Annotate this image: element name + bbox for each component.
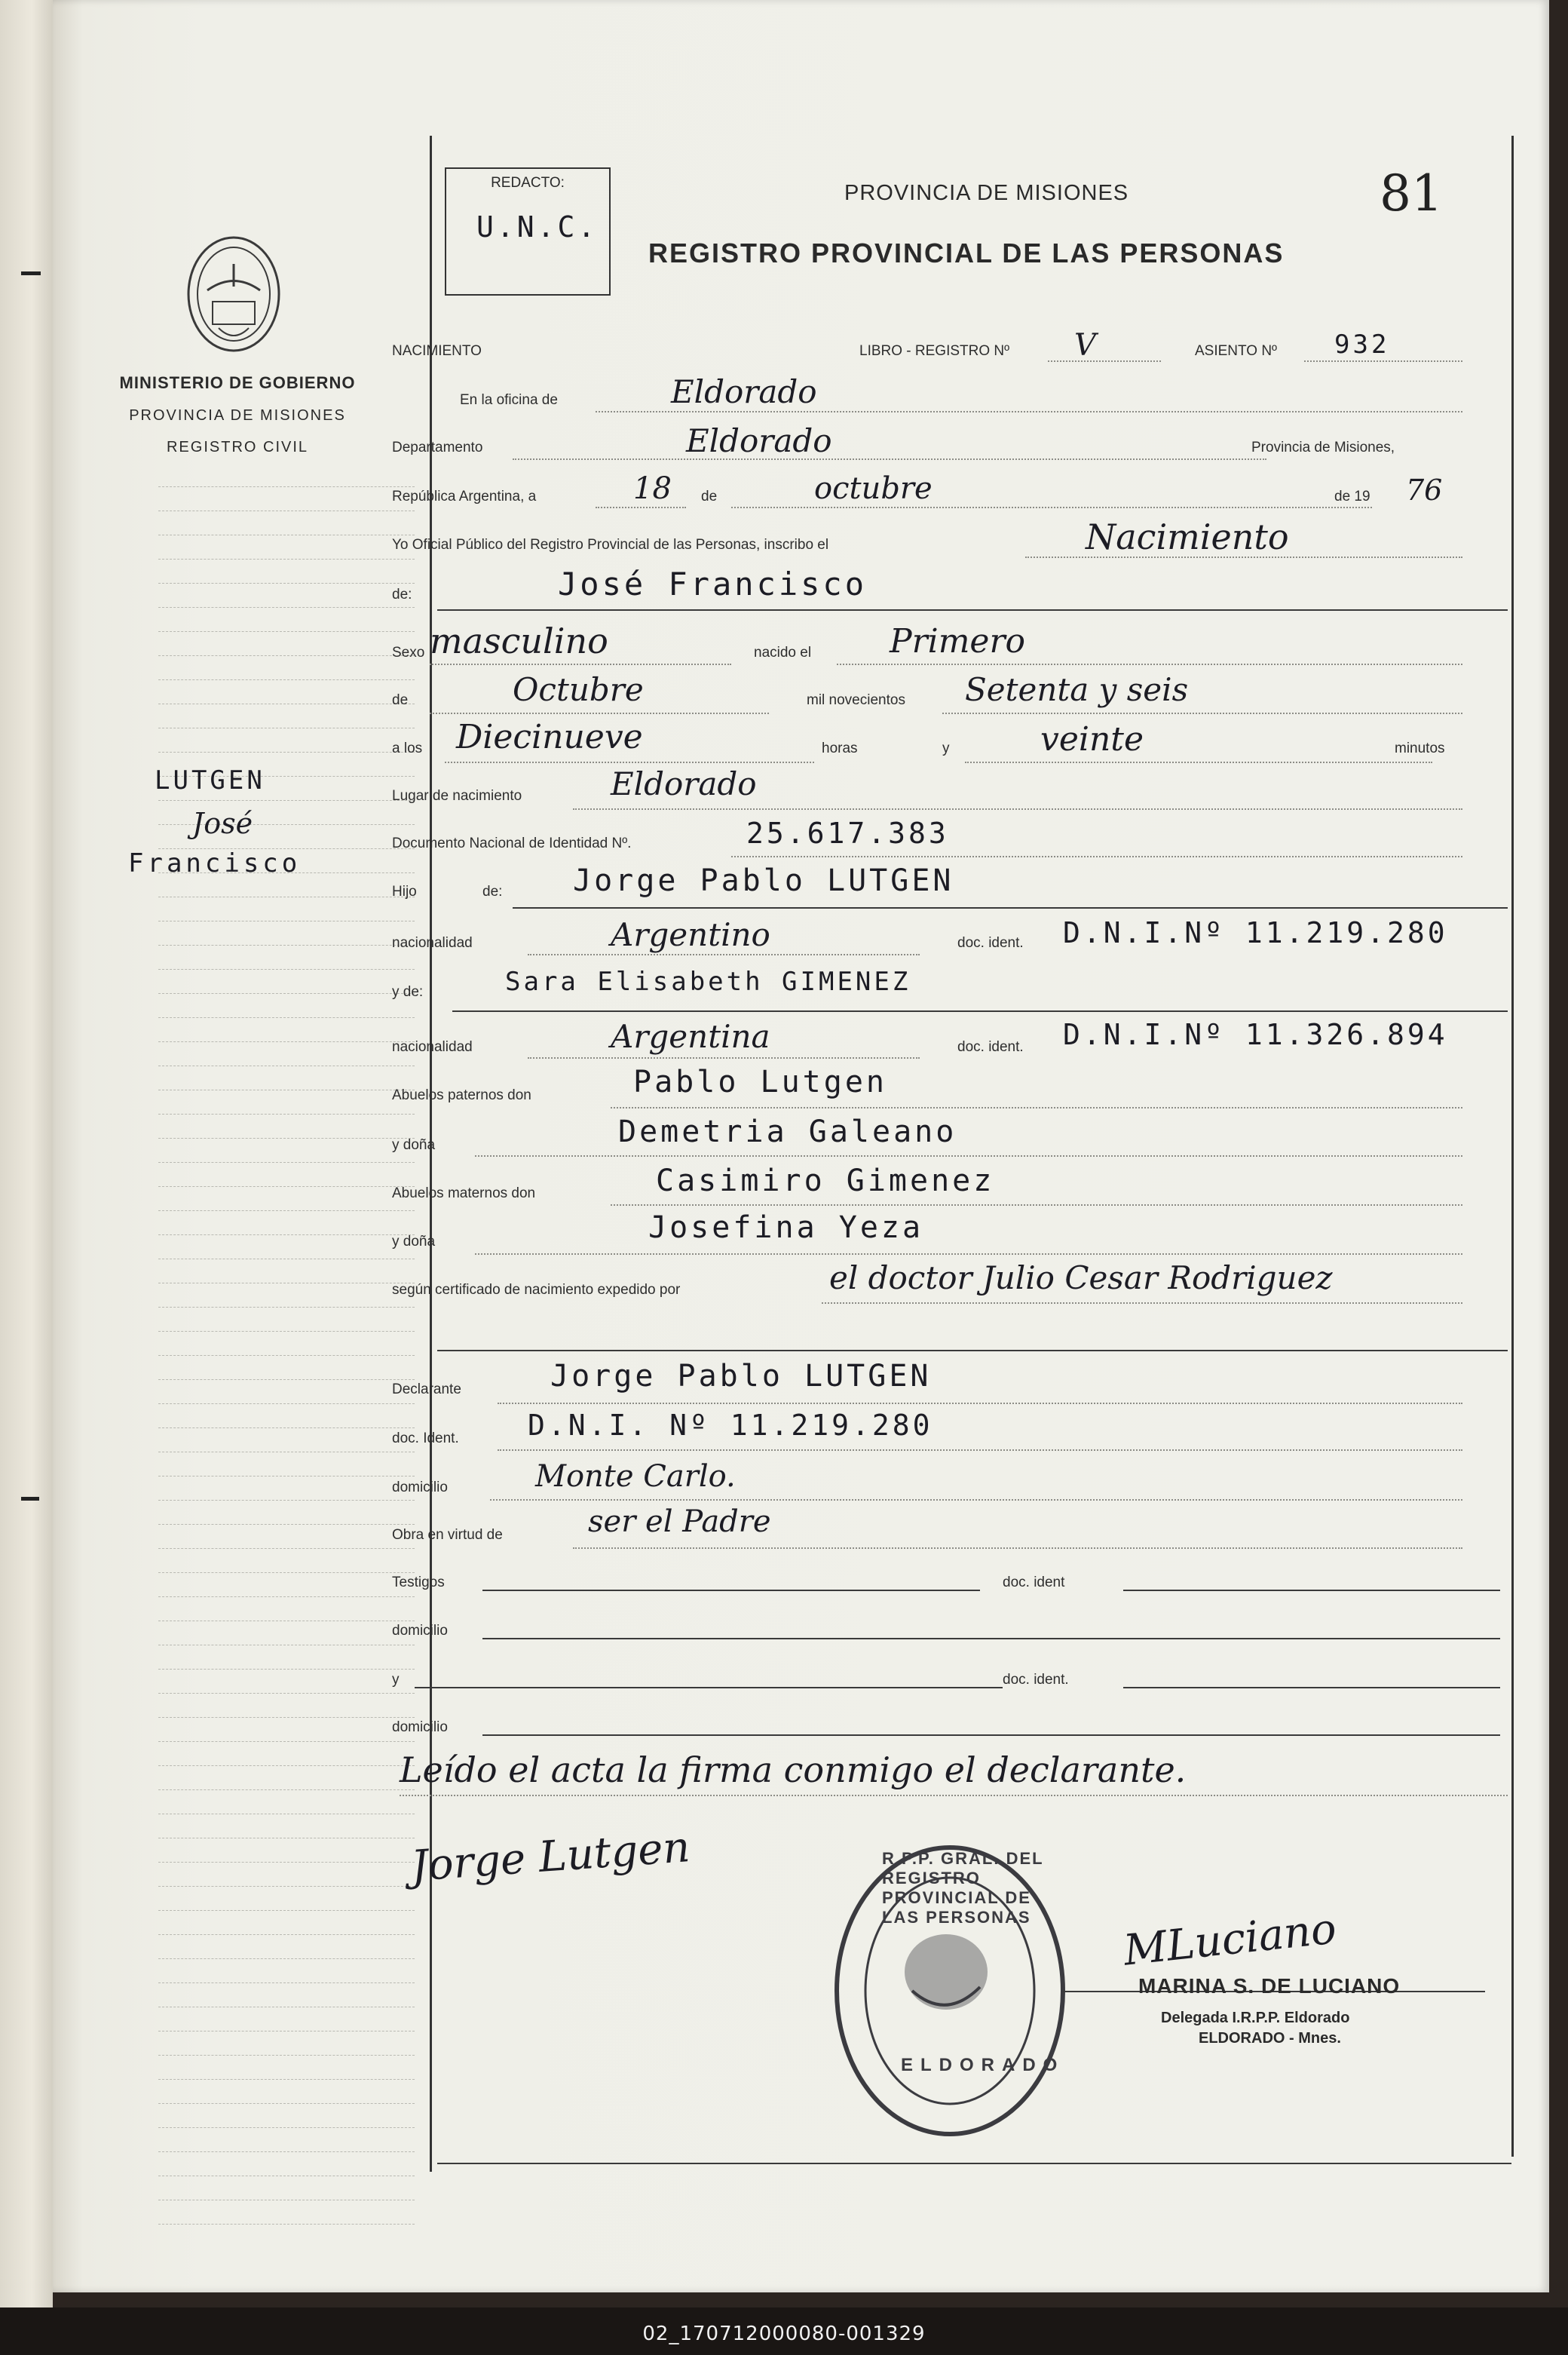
ruled-line (158, 1355, 415, 1356)
ruled-line (158, 993, 415, 994)
spine-mark (21, 1497, 39, 1501)
dotted-fill-line (596, 411, 1462, 412)
ruled-line (158, 2127, 415, 2128)
ruled-line (158, 1186, 415, 1187)
ruled-line (158, 1427, 415, 1428)
ruled-line (158, 945, 415, 946)
ruled-line (158, 2055, 415, 2056)
domicilio-value: Monte Carlo. (535, 1459, 736, 1494)
dotted-fill-line (1048, 360, 1161, 362)
ruled-line (158, 1162, 415, 1163)
libro-value: V (1074, 328, 1096, 363)
left-page-edge (0, 0, 53, 2307)
ruled-line (158, 607, 415, 608)
abuela-paterna-value: Demetria Galeano (618, 1115, 957, 1149)
dotted-fill-line (731, 856, 1462, 857)
year-prefix: de 19 (1334, 489, 1370, 504)
ruled-line (158, 969, 415, 970)
ruled-line (158, 1789, 415, 1790)
republica-label: República Argentina, a (392, 489, 537, 504)
father-value: Jorge Pablo LUTGEN (573, 863, 954, 898)
ruled-line (158, 800, 415, 801)
ruled-line (158, 1548, 415, 1549)
ruled-line (158, 486, 415, 487)
asiento-label: ASIENTO Nº (1195, 343, 1277, 359)
seal-text: R.P.P. GRAL. DEL REGISTRO PROVINCIAL DE LAS PERSONAS (882, 1849, 1044, 1927)
dotted-fill-line (475, 1253, 1462, 1255)
ruled-line (158, 1862, 415, 1863)
ruled-line (158, 559, 415, 560)
ruled-line (158, 679, 415, 680)
ruled-line (158, 631, 415, 632)
abuela-materna-label: y doña (392, 1234, 436, 1250)
registry-title: REGISTRO PROVINCIAL DE LAS PERSONAS (648, 238, 1285, 268)
declarante-doc-value: D.N.I. Nº 11.219.280 (528, 1409, 933, 1442)
declarant-signature: Jorge Lutgen (409, 1823, 692, 1891)
obra-label: Obra en virtud de (392, 1527, 503, 1543)
official-role: Delegada I.R.P.P. Eldorado (1161, 2010, 1350, 2026)
lugar-value: Eldorado (611, 765, 757, 802)
testigos-label: Testigos (392, 1575, 445, 1590)
redacto-box (445, 167, 611, 296)
sexo-label: Sexo (392, 645, 425, 661)
departamento-label: Departamento (392, 440, 483, 455)
horas-label: horas (822, 741, 858, 756)
testigo-doc-label: doc. ident (1003, 1575, 1065, 1590)
abuelos-maternos-value: Casimiro Gimenez (656, 1164, 995, 1198)
obra-value: ser el Padre (588, 1504, 771, 1539)
ruled-line (158, 752, 415, 753)
sexo-value: masculino (430, 621, 608, 661)
record-bottom-line (437, 2163, 1511, 2164)
nacido-value: Primero (890, 622, 1025, 661)
official-place: ELDORADO - Mnes. (1199, 2030, 1341, 2047)
margin-name-1: José (192, 807, 253, 840)
oficina-label: En la oficina de (460, 392, 558, 408)
emblem-province: PROVINCIA DE MISIONES (129, 407, 346, 424)
libro-label: LIBRO - REGISTRO Nº (859, 343, 1010, 359)
ruled-line (158, 1524, 415, 1525)
official-seal (829, 1840, 1070, 2142)
register-page (53, 0, 1549, 2292)
oficina-value: Eldorado (671, 373, 817, 410)
ruled-line (158, 1765, 415, 1766)
emblem-office: REGISTRO CIVIL (166, 439, 309, 455)
mil-label: mil novecientos (807, 692, 905, 708)
ruled-line (158, 1717, 415, 1718)
margin-name-2: Francisco (128, 848, 302, 879)
ruled-line (158, 1041, 415, 1042)
testigo-2-domicilio-label: domicilio (392, 1719, 448, 1735)
hijo-de-label: de: (482, 884, 503, 900)
separator-line (437, 1350, 1508, 1351)
ruled-line (158, 1234, 415, 1235)
margin-surname: LUTGEN (155, 765, 265, 796)
de2-value: Octubre (513, 671, 644, 708)
mother-label: y de: (392, 984, 424, 1000)
page-number: 81 (1380, 164, 1443, 222)
dotted-fill-line (837, 664, 1462, 665)
dotted-fill-line (430, 713, 769, 714)
doc-ident-label-2: doc. ident. (957, 1039, 1024, 1055)
separator-line (513, 907, 1508, 909)
ruled-line (158, 1138, 415, 1139)
asiento-value: 932 (1334, 330, 1390, 360)
doc-ident-value-2: D.N.I.Nº 11.326.894 (1063, 1018, 1448, 1051)
redacto-label: REDACTO: (491, 175, 565, 191)
emblem-icon (166, 230, 302, 358)
ruled-line (158, 1886, 415, 1887)
dotted-fill-line (445, 762, 814, 763)
separator-line (452, 1010, 1508, 1012)
separator-line (482, 1590, 980, 1591)
dotted-fill-line (513, 458, 1266, 460)
ruled-line (158, 1572, 415, 1573)
alas-label: a los (392, 741, 423, 756)
testigo-domicilio-label: domicilio (392, 1623, 448, 1639)
ruled-line (158, 1934, 415, 1935)
abuela-materna-value: Josefina Yeza (648, 1210, 924, 1245)
separator-line (482, 1638, 1500, 1639)
abuelos-paternos-label: Abuelos paternos don (392, 1087, 531, 1103)
dotted-fill-line (965, 762, 1432, 763)
dotted-fill-line (498, 1449, 1462, 1451)
ruled-line (158, 1403, 415, 1404)
dotted-fill-line (611, 1107, 1462, 1109)
abuela-paterna-label: y doña (392, 1137, 436, 1153)
ruled-line (158, 1982, 415, 1983)
image-id: 02_170712000080-001329 (642, 2323, 926, 2345)
declarante-doc-label: doc. Ident. (392, 1430, 459, 1446)
seal-bottom-text: ELDORADO (901, 2055, 1065, 2075)
provincia-suffix: Provincia de Misiones, (1251, 440, 1395, 455)
testigo-2-doc-label: doc. ident. (1003, 1672, 1069, 1688)
redacto-value: U.N.C. (476, 210, 599, 244)
dni-label: Documento Nacional de Identidad Nº. (392, 836, 632, 851)
province-title: PROVINCIA DE MISIONES (844, 181, 1129, 205)
nacionalidad-label-2: nacionalidad (392, 1039, 473, 1055)
certificado-label: según certificado de nacimiento expedido por (392, 1282, 681, 1298)
certificado-value: el doctor Julio Cesar Rodriguez (829, 1259, 1333, 1296)
lugar-label: Lugar de nacimiento (392, 788, 522, 804)
year-value: 76 (1406, 474, 1443, 507)
ruled-line (158, 583, 415, 584)
ruled-line (158, 655, 415, 656)
departamento-value: Eldorado (686, 422, 832, 459)
dotted-fill-line (573, 808, 1462, 810)
ruled-line (158, 1958, 415, 1959)
ministry-title: MINISTERIO DE GOBIERNO (119, 373, 356, 392)
record-frame-right (1511, 136, 1514, 2157)
spine-mark (21, 271, 41, 275)
domicilio-label: domicilio (392, 1480, 448, 1495)
declarante-label: Declarante (392, 1381, 461, 1397)
separator-line (482, 1734, 1500, 1736)
nacionalidad-label: nacionalidad (392, 935, 473, 951)
ruled-line (158, 2079, 415, 2080)
ruled-line (158, 1500, 415, 1501)
ruled-line (158, 1210, 415, 1211)
testigo-2-label: y (392, 1672, 400, 1688)
doc-ident-value: D.N.I.Nº 11.219.280 (1063, 916, 1448, 949)
hijo-label: Hijo (392, 884, 417, 900)
abuelos-maternos-label: Abuelos maternos don (392, 1185, 536, 1201)
minutos-value: veinte (1040, 720, 1144, 759)
closing-note: Leído el acta la firma conmigo el declarante. (400, 1749, 1187, 1790)
dotted-fill-line (1025, 557, 1462, 558)
official-signature: MLuciano (1121, 1904, 1339, 1976)
separator-line (1123, 1687, 1500, 1688)
ruled-line (158, 1017, 415, 1018)
nacionalidad-value-2: Argentina (611, 1018, 770, 1055)
separator-line (1123, 1590, 1500, 1591)
dotted-fill-line (596, 507, 686, 508)
ruled-line (158, 1114, 415, 1115)
ruled-line (158, 2103, 415, 2104)
dotted-fill-line (731, 507, 1372, 508)
ruled-line (158, 1741, 415, 1742)
dni-value: 25.617.383 (746, 817, 949, 850)
dotted-fill-line (498, 1403, 1462, 1404)
nacionalidad-value: Argentino (611, 916, 770, 953)
de-label: de (701, 489, 718, 504)
declarante-value: Jorge Pablo LUTGEN (550, 1359, 932, 1394)
dotted-fill-line (528, 1057, 920, 1059)
ruled-line (158, 1331, 415, 1332)
alas-value: Diecinueve (456, 718, 643, 756)
y-label: y (942, 741, 950, 756)
mother-value: Sara Elisabeth GIMENEZ (505, 967, 911, 997)
dotted-fill-line (528, 954, 920, 955)
separator-line (415, 1687, 1003, 1688)
closing-line (400, 1795, 1508, 1796)
de-name-value: José Francisco (558, 566, 868, 603)
day-value: 18 (633, 471, 672, 506)
dotted-fill-line (1304, 360, 1462, 362)
inscribo-label: Yo Oficial Público del Registro Provincial de las Personas, inscribo el (392, 537, 829, 553)
separator-line (437, 609, 1508, 611)
dotted-fill-line (573, 1547, 1462, 1549)
nacido-label: nacido el (754, 645, 812, 661)
official-name: MARINA S. DE LUCIANO (1138, 1974, 1401, 1998)
ruled-line (158, 1693, 415, 1694)
dotted-fill-line (942, 713, 1462, 714)
ruled-line (158, 1596, 415, 1597)
ruled-line (158, 2224, 415, 2225)
de-name-label: de: (392, 587, 412, 603)
dotted-fill-line (822, 1302, 1462, 1304)
dotted-fill-line (475, 1155, 1462, 1157)
dotted-fill-line (611, 1204, 1462, 1206)
provincial-emblem (166, 230, 302, 358)
type-label: NACIMIENTO (392, 343, 482, 359)
dotted-fill-line (490, 1499, 1462, 1501)
ruled-line (158, 1669, 415, 1670)
mil-value: Setenta y seis (965, 671, 1189, 708)
ruled-line (158, 1910, 415, 1911)
minutos-label: minutos (1395, 741, 1445, 756)
ruled-line (158, 2151, 415, 2152)
doc-ident-label: doc. ident. (957, 935, 1024, 951)
ruled-line (158, 1379, 415, 1380)
abuelos-paternos-value: Pablo Lutgen (633, 1065, 887, 1099)
dotted-fill-line (430, 664, 731, 665)
ruled-line (158, 1307, 415, 1308)
de2-label: de (392, 692, 409, 708)
month-value: octubre (814, 471, 933, 506)
inscribo-value: Nacimiento (1086, 517, 1289, 557)
